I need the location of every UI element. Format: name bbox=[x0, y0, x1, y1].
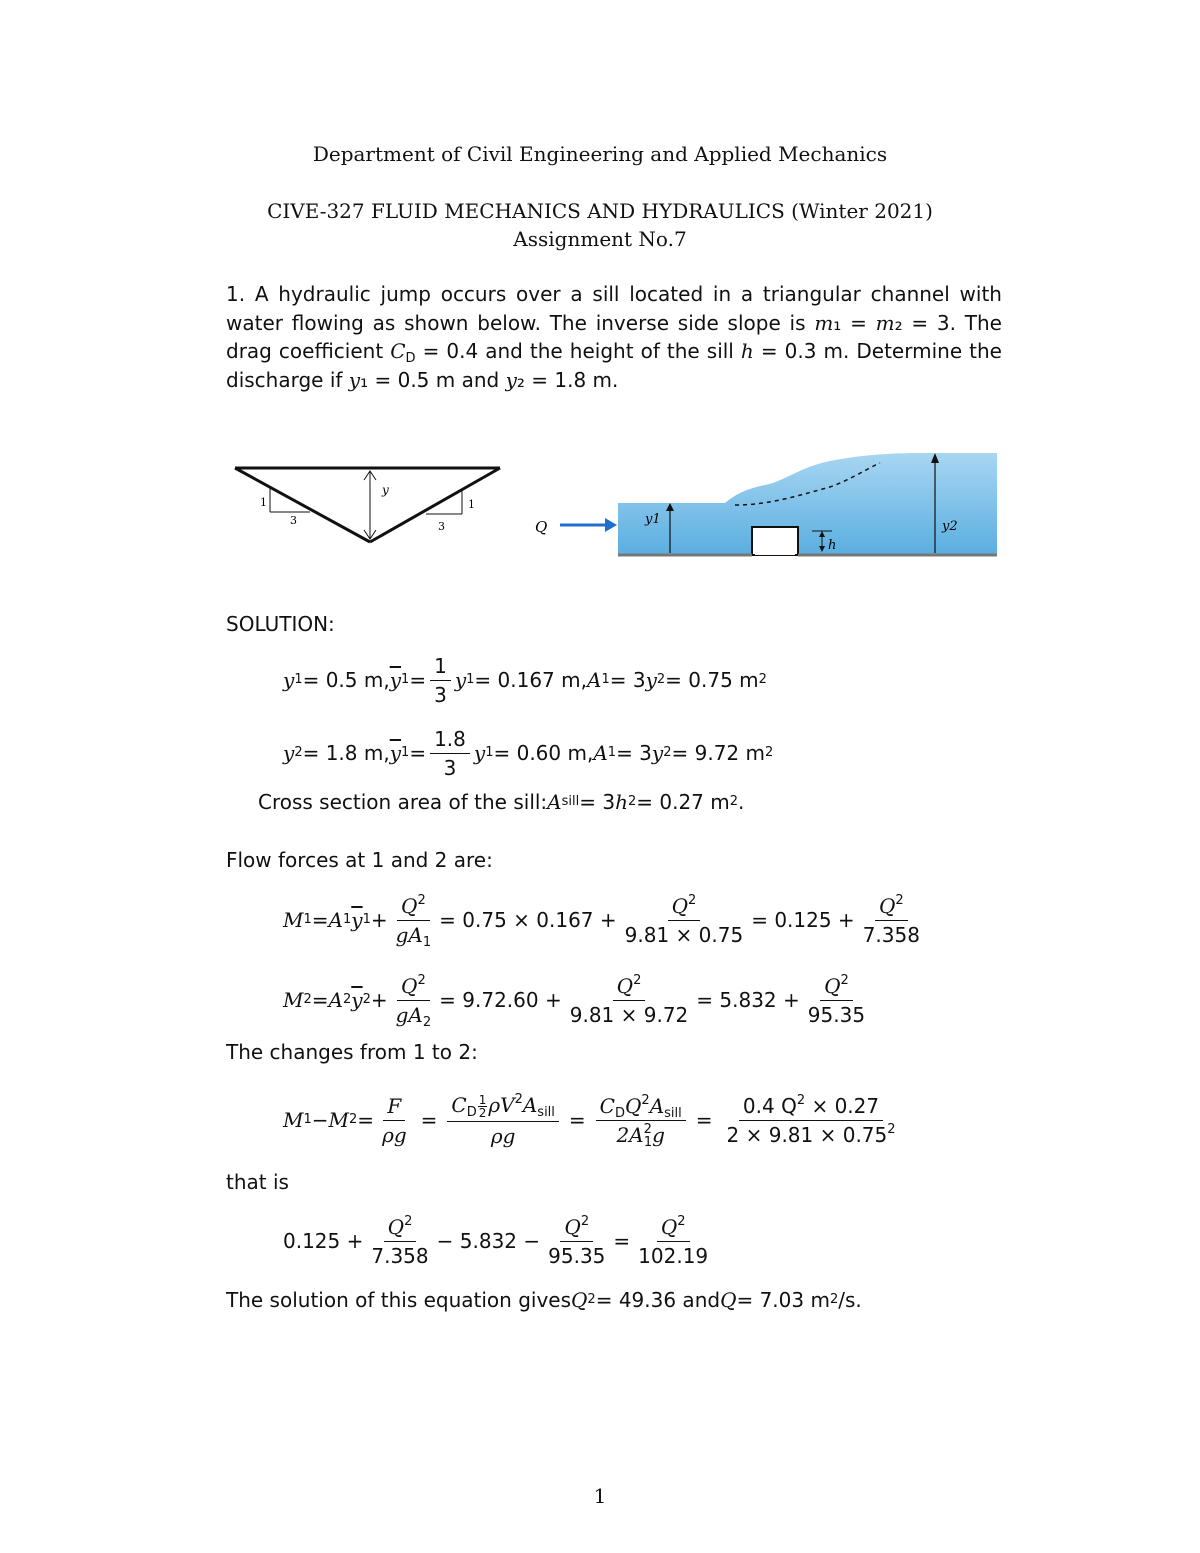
conclusion-line: The solution of this equation gives Q 2 = 49.36 and Q = 7.03 m 2 /s. bbox=[226, 1288, 862, 1312]
tri-left-slope-1: 1 bbox=[260, 496, 267, 509]
solution-heading: SOLUTION: bbox=[226, 612, 335, 636]
problem-line-3: drag coefficient $C_D = 0.4$ and the height of the sill h = 0.3 m. Determine the bbox=[226, 339, 1002, 366]
tri-right-slope-1: 1 bbox=[468, 498, 475, 511]
tri-depth-label: y bbox=[382, 483, 389, 497]
tri-right-slope-3: 3 bbox=[438, 520, 445, 533]
flow-label-h: h bbox=[828, 538, 837, 553]
equation-2: y 2 = 1.8 m, $\overline{y}$ 1 = $\frac{1.8}{3}$ y 1 = 0.60 m, A 1 = 3 y 2 = 9.72 m 2 bbox=[283, 726, 774, 780]
problem-line-1: 1. A hydraulic jump occurs over a sill located in a triangular channel with bbox=[226, 282, 1002, 306]
equation-m2: M 2 = A 2 $\overline{y}$ 2 + $\frac{Q^2}{gA_2}$ = 9.72.60 + $\frac{Q^2}{9.81 \times 9.72}$ = 5.832 + $\frac{Q^2}{95.35}$ bbox=[283, 972, 866, 1030]
sill-area-line: Cross section area of the sill: A sill = 3 h 2 = 0.27 m 2 . bbox=[258, 790, 745, 814]
assignment-number: Assignment No.7 bbox=[513, 227, 687, 251]
equation-final: 0.125 + $\frac{Q^2}{7.358}$ − 5.832 − $\frac{Q^2}{95.35}$ = $\frac{Q^2}{102.19}$ bbox=[283, 1213, 709, 1268]
department-title: Department of Civil Engineering and Applied Mechanics bbox=[312, 142, 888, 166]
that-is-label: that is bbox=[226, 1170, 289, 1194]
problem-line-4: discharge if y₁ = 0.5 m and y₂ = 1.8 m. bbox=[226, 367, 619, 392]
equation-1: y 1 = 0.5 m, $\overline{y}$ 1 = $\frac{1}{3}$ y 1 = 0.167 m, A 1 = 3 y 2 = 0.75 m 2 bbox=[283, 653, 767, 707]
changes-label: The changes from 1 to 2: bbox=[226, 1040, 478, 1064]
tri-left-slope-3: 3 bbox=[290, 514, 297, 527]
flow-label-y1: y1 bbox=[645, 512, 661, 527]
problem-line-2: water flowing as shown below. The inverse side slope is m₁ = m₂ = 3. The bbox=[226, 310, 1002, 335]
course-title: CIVE-327 FLUID MECHANICS AND HYDRAULICS (Winter 2021) bbox=[267, 199, 933, 223]
flow-forces-label: Flow forces at 1 and 2 are: bbox=[226, 848, 493, 872]
page-number: 1 bbox=[593, 1484, 607, 1508]
triangular-channel-diagram bbox=[230, 460, 510, 550]
hydraulic-jump-diagram bbox=[530, 445, 1005, 565]
flow-label-q: Q bbox=[535, 518, 548, 536]
equation-momentum-difference: M 1 − M 2 = $\frac{F}{\rho g}$ = $C_D$ $\frac{1}{2}$ $\rho V^2A_{sill}$ ρg = $\frac{C_DQ^2A_{sill}}{2A^2_1g}$ = $\frac{0.4 Q^2 \times 0.27}{2 \times 9.81 \times 0.75^2}$ bbox=[283, 1091, 896, 1150]
flow-label-y2: y2 bbox=[942, 519, 958, 534]
equation-m1: M 1 = A 1 $\overline{y}$ 1 + $\frac{Q^2}{gA_1}$ = 0.75 × 0.167 + $\frac{Q^2}{9.81 \times 0.75}$ = 0.125 + $\frac{Q^2}{7.358}$ bbox=[283, 892, 920, 950]
problem-statement bbox=[226, 280, 1002, 394]
